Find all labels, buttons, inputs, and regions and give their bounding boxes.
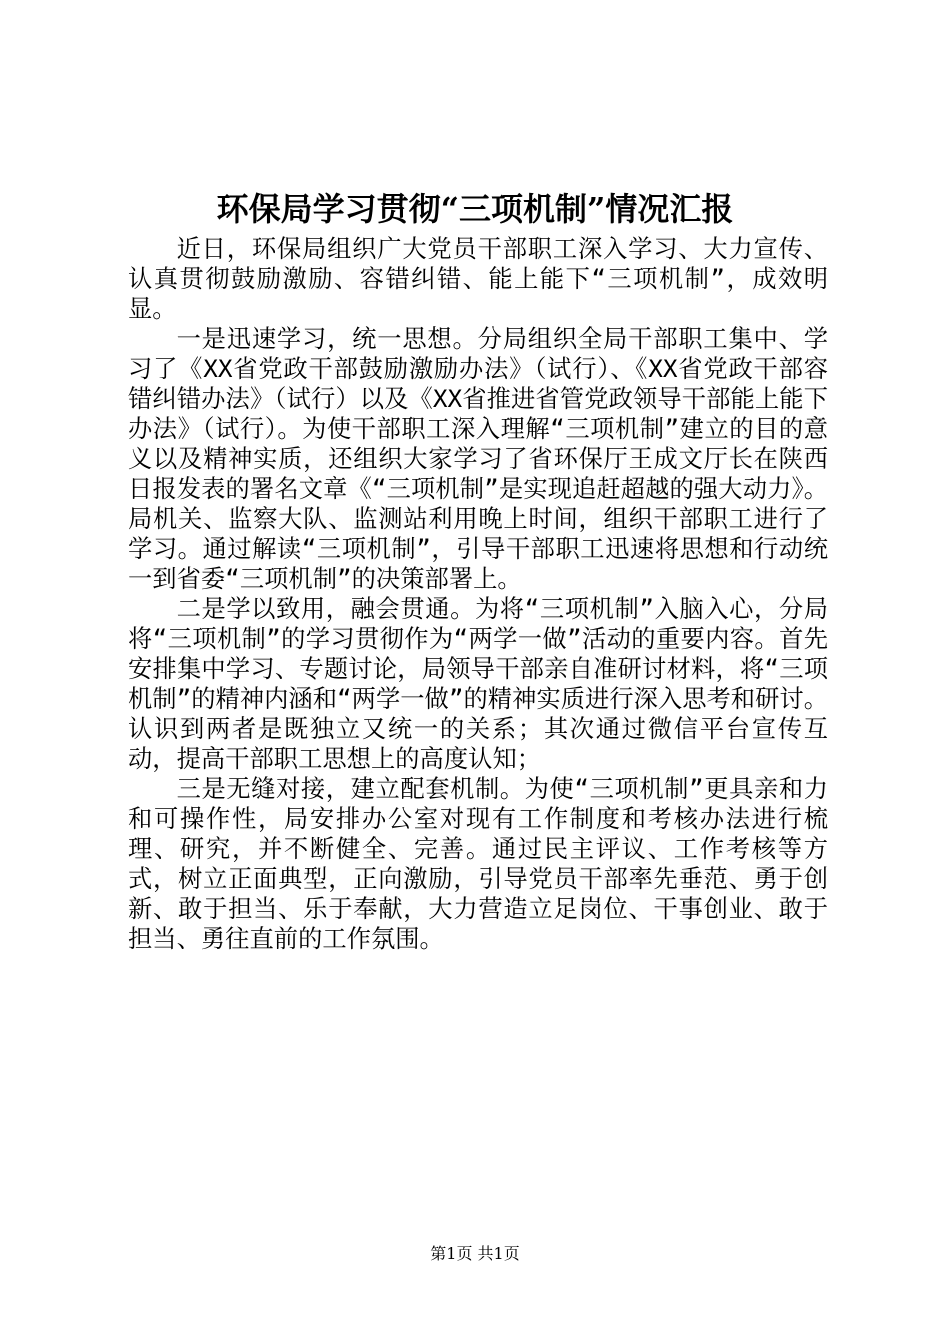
document-body [128, 234, 828, 954]
paragraph-point-one: 一是迅速学习，统一思想。分局组织全局干部职工集中、学习了《XX省党政干部鼓励激励办法》（试行）、《XX省党政干部容错纠错办法》（试行）以及《XX省推进省管党政领导干部能上能下办法》（试行）。为使干部职工深入理解“三项机制”建立的目的意义以及精神实质，还组织大家学习了省环保厅王成文厅长在陕西日报发表的署名文章《“三项机制”是实现追赶超越的强大动力》。局机关、监察大队、监测站利用晚上时间，组织干部职工进行了学习。通过解读“三项机制”，引导干部职工迅速将思想和行动统一到省委“三项机制”的决策部署上。 [128, 324, 828, 593]
paragraph-intro: 近日，环保局组织广大党员干部职工深入学习、大力宣传、认真贯彻鼓励激励、容错纠错、能上能下“三项机制”，成效明显。 [128, 234, 828, 323]
page-footer: 第1页 共1页 [430, 1244, 520, 1263]
paragraph-point-three: 三是无缝对接，建立配套机制。为使“三项机制”更具亲和力和可操作性，局安排办公室对现有工作制度和考核办法进行梳理、研究，并不断健全、完善。通过民主评议、工作考核等方式，树立正面典型，正向激励，引导党员干部率先垂范、勇于创新、敢于担当、乐于奉献，大力营造立足岗位、干事创业、敢于担当、勇往直前的工作氛围。 [128, 774, 828, 953]
paragraph-point-two: 二是学以致用，融会贯通。为将“三项机制”入脑入心，分局将“三项机制”的学习贯彻作为“两学一做”活动的重要内容。首先安排集中学习、专题讨论，局领导干部亲自准研讨材料，将“三项机制”的精神内涵和“两学一做”的精神实质进行深入思考和研讨。认识到两者是既独立又统一的关系；其次通过微信平台宣传互动，提高干部职工思想上的高度认知； [128, 594, 828, 773]
document-title: 环保局学习贯彻“三项机制”情况汇报 [216, 190, 734, 228]
